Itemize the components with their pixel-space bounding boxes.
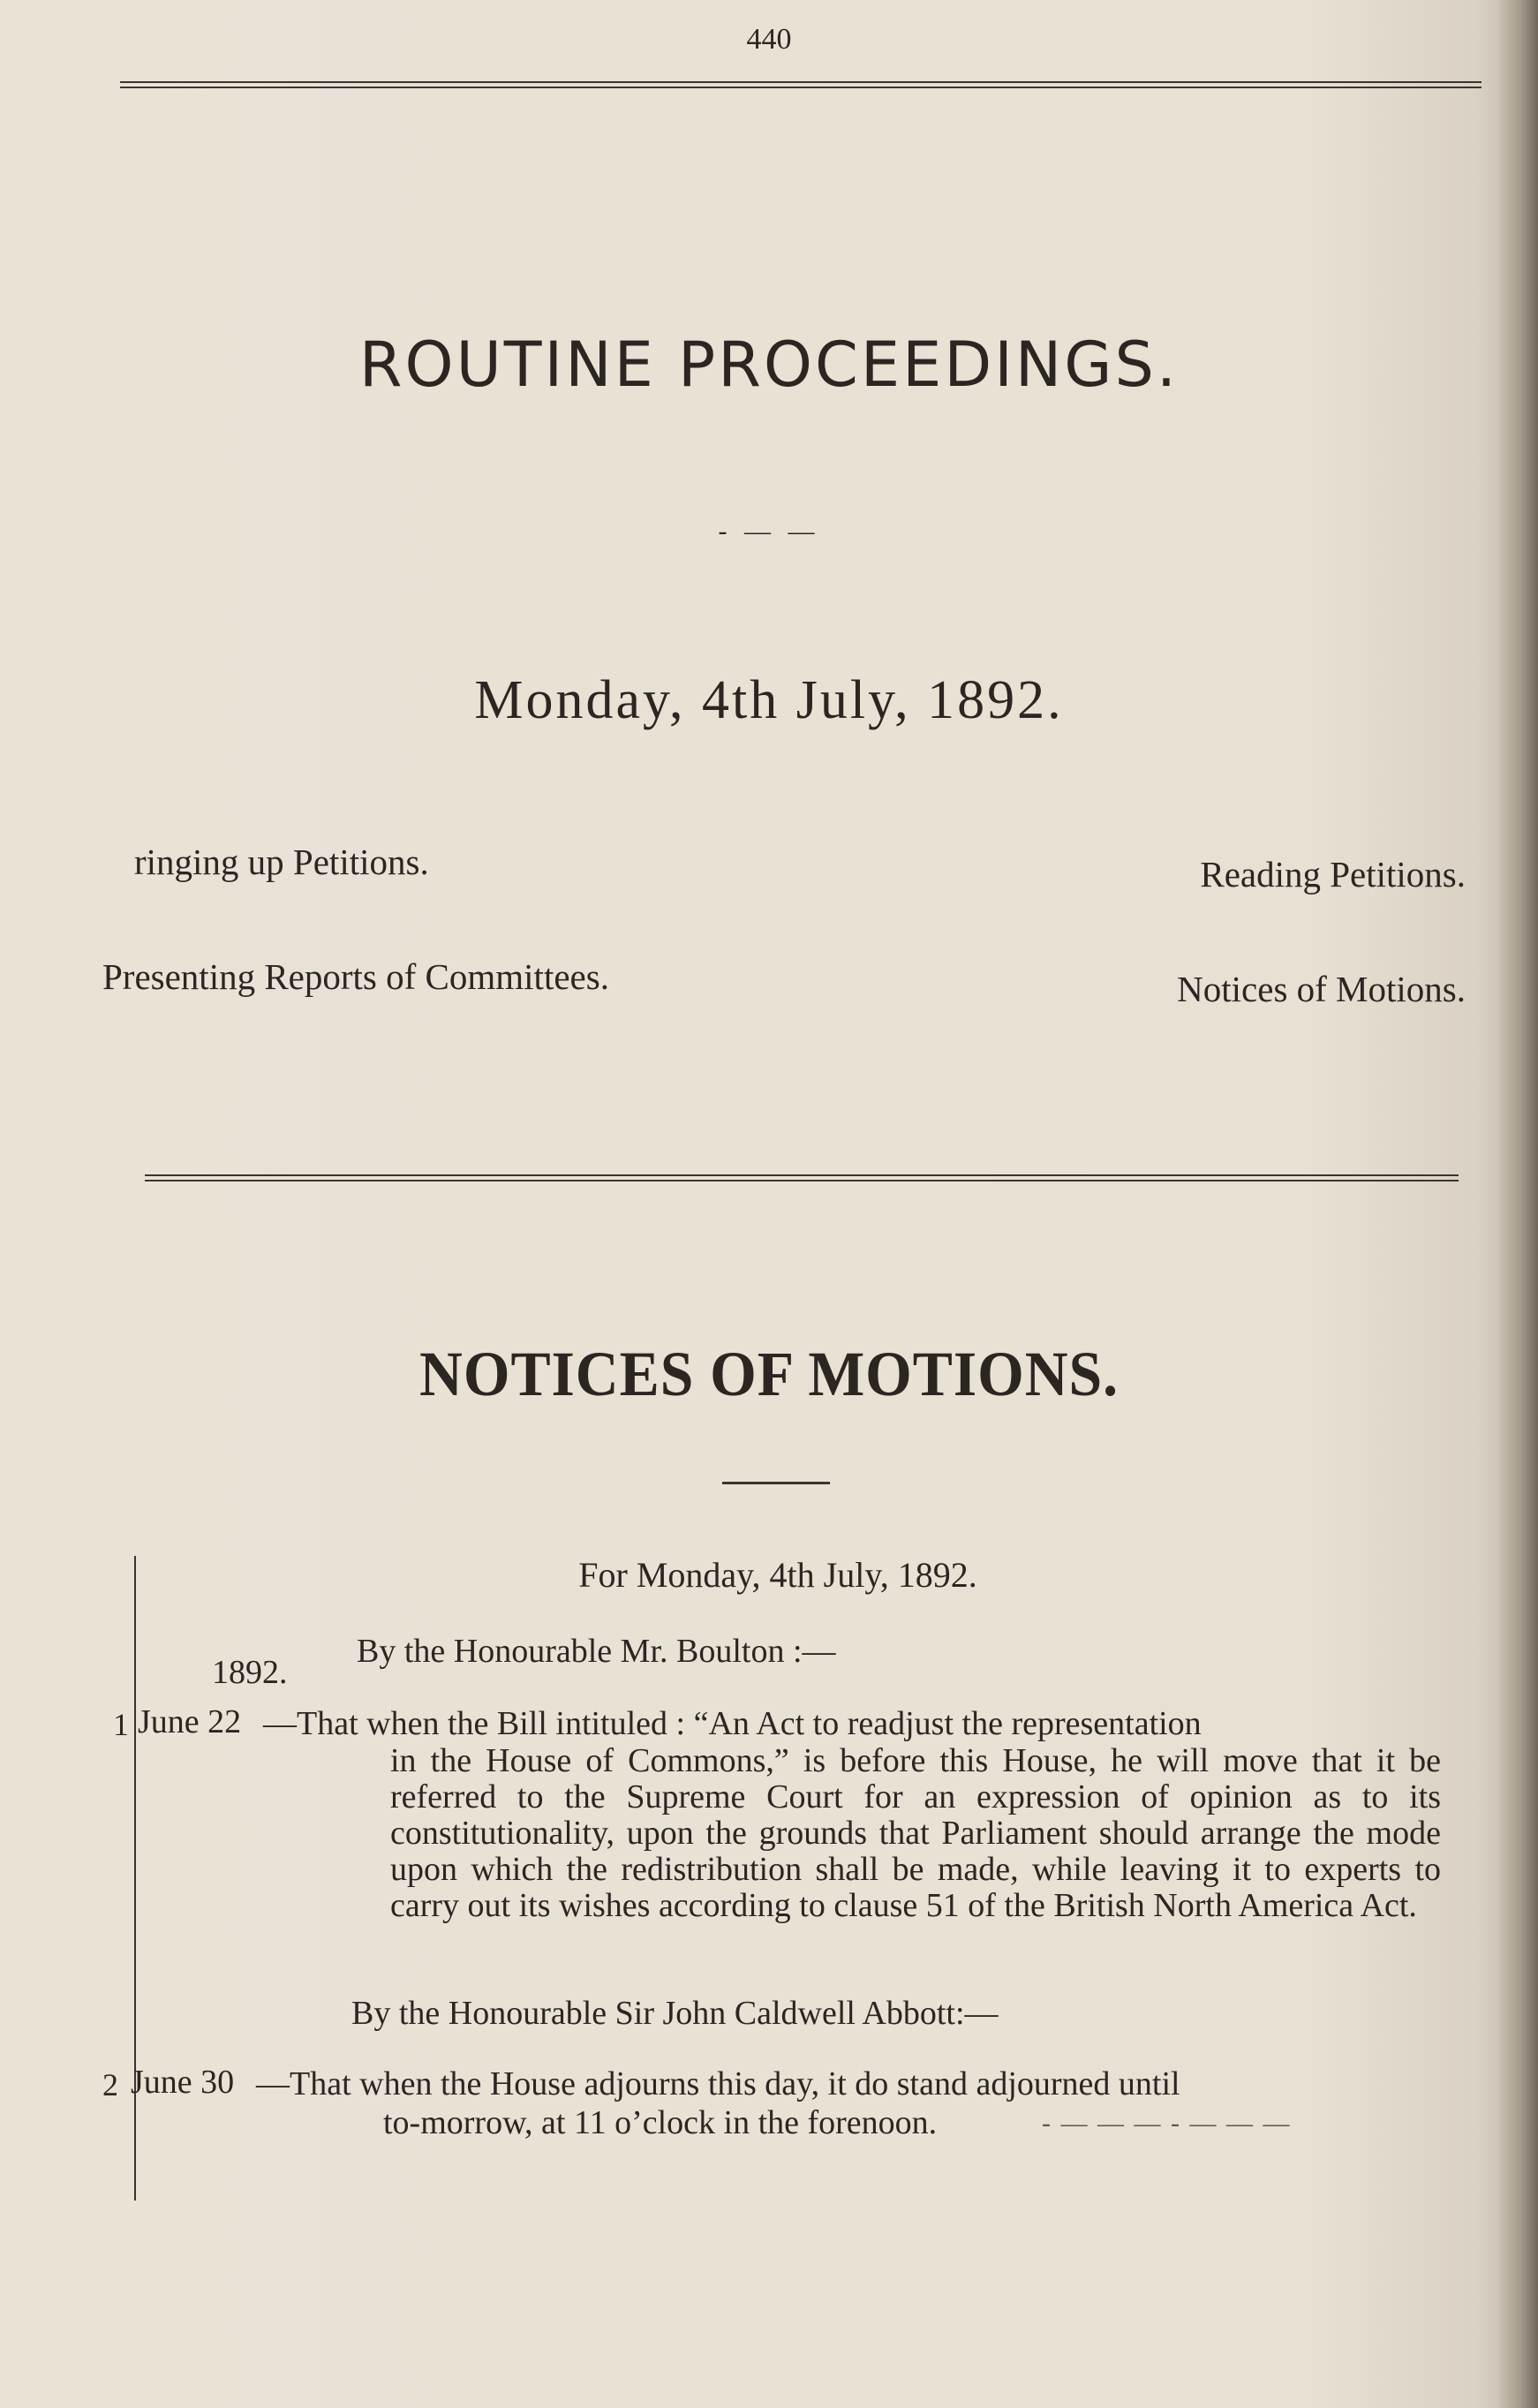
- mover-boulton: By the Honourable Mr. Boulton :—: [357, 1633, 836, 1670]
- proceeding-reading-petitions: Reading Petitions.: [1200, 854, 1466, 895]
- notices-of-motions-title: NOTICES OF MOTIONS.: [419, 1339, 1119, 1409]
- motion-number: 1: [113, 1707, 129, 1742]
- motion-first-line: —That when the Bill intituled : “An Act to readjust the representation: [263, 1705, 1202, 1742]
- proceeding-bringing-up-petitions: ringing up Petitions.: [134, 842, 429, 882]
- trailing-dashes: - — — — - — — —: [1042, 2109, 1292, 2138]
- proceeding-notices-of-motions: Notices of Motions.: [1177, 969, 1466, 1009]
- sitting-date: Monday, 4th July, 1892.: [474, 670, 1064, 730]
- motion-date: June 22: [138, 1703, 242, 1740]
- page-number: 440: [746, 23, 792, 56]
- header-double-rule: [120, 81, 1481, 88]
- proceeding-presenting-reports: Presenting Reports of Committees.: [102, 956, 609, 997]
- section-double-rule: [145, 1174, 1459, 1181]
- motion-date: June 30: [131, 2064, 235, 2101]
- mover-abbott: By the Honourable Sir John Caldwell Abbott:—: [351, 1995, 999, 2032]
- motion-margin-line: [134, 1556, 136, 2200]
- routine-proceedings-title: ROUTINE PROCEEDINGS.: [358, 328, 1180, 401]
- motion-first-line: —That when the House adjourns this day, it do stand adjourned until: [256, 2065, 1180, 2102]
- title-ornament: - — —: [718, 517, 820, 546]
- motion-text: in the House of Commons,” is before this House, he will move that it be referred to the Supreme Court for an expression of opinion as to its constitutionality, upon the grounds that Parliament should arrange the mode upon which the redistribution shall be made, while leaving it to experts to carry out its wishes according to clause 51 of the British North America Act.: [390, 1742, 1441, 1924]
- notices-short-rule: [722, 1482, 830, 1484]
- notices-for-date: For Monday, 4th July, 1892.: [578, 1555, 977, 1595]
- motion-text: to-morrow, at 11 o’clock in the forenoon.: [383, 2104, 938, 2141]
- motion-number: 2: [102, 2067, 118, 2102]
- year-label: 1892.: [212, 1654, 288, 1691]
